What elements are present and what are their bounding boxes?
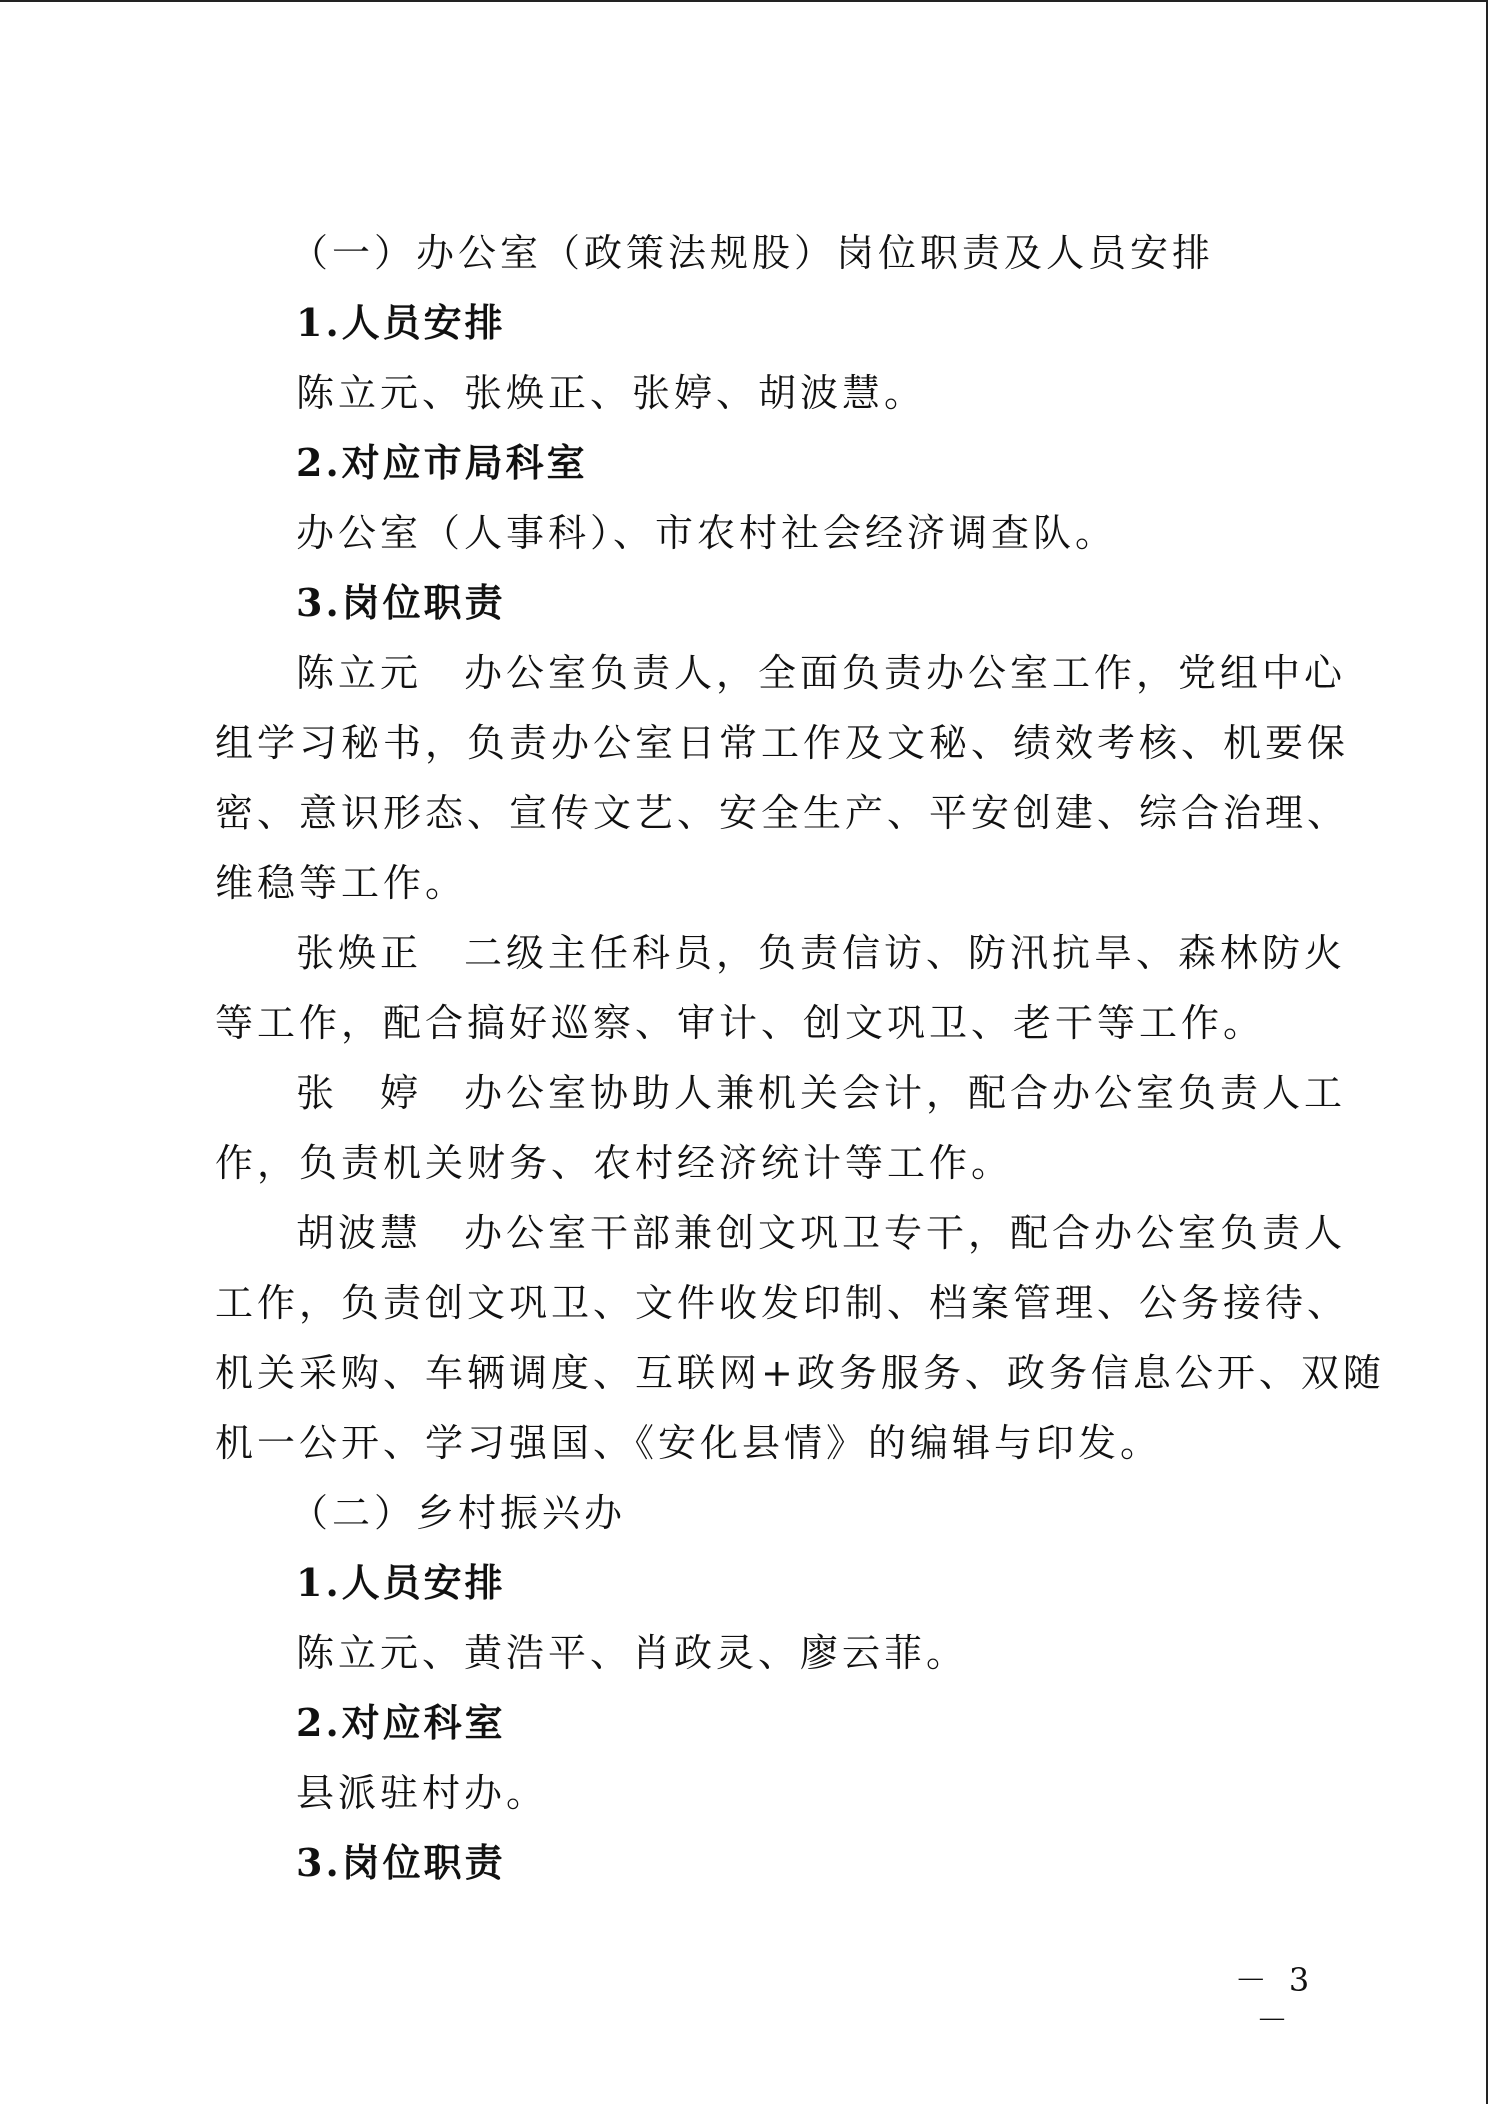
subheading-duties: 3.岗位职责 <box>296 580 506 625</box>
duty-paragraph-line: 陈立元 办公室负责人，全面负责办公室工作，党组中心 <box>296 651 1347 695</box>
subheading-staff-arrangement: 1.人员安排 <box>296 300 506 345</box>
duty-paragraph-line: 机关采购、车辆调度、互联网+政务服务、政务信息公开、双随 <box>215 1351 1385 1395</box>
staff-list: 陈立元、张焕正、张婷、胡波慧。 <box>296 371 927 415</box>
subheading-corresponding-dept: 2.对应科室 <box>296 1700 506 1745</box>
duty-paragraph-line: 工作，负责创文巩卫、文件收发印制、档案管理、公务接待、 <box>215 1281 1350 1325</box>
duty-paragraph-line: 维稳等工作。 <box>215 861 468 905</box>
duty-paragraph-line: 张 婷 办公室协助人兼机关会计，配合办公室负责人工 <box>296 1071 1347 1115</box>
section-heading-office: （一）办公室（政策法规股）岗位职责及人员安排 <box>290 231 1215 275</box>
duty-paragraph-line: 等工作，配合搞好巡察、审计、创文巩卫、老干等工作。 <box>215 1001 1266 1045</box>
duty-paragraph-line: 密、意识形态、宣传文艺、安全生产、平安创建、综合治理、 <box>215 791 1350 835</box>
staff-list: 陈立元、黄浩平、肖政灵、廖云菲。 <box>296 1631 969 1675</box>
section-heading-rural-revitalization: （二）乡村振兴办 <box>290 1491 627 1535</box>
subheading-duties: 3.岗位职责 <box>296 1840 506 1885</box>
subheading-staff-arrangement: 1.人员安排 <box>296 1560 506 1605</box>
page-top-border <box>0 0 1488 2</box>
duty-paragraph-line: 作，负责机关财务、农村经济统计等工作。 <box>215 1141 1014 1185</box>
duty-paragraph-line: 胡波慧 办公室干部兼创文巩卫专干，配合办公室负责人 <box>296 1211 1347 1255</box>
subheading-corresponding-dept: 2.对应市局科室 <box>296 440 588 485</box>
duty-paragraph-line: 机一公开、学习强国、《安化县情》的编辑与印发。 <box>215 1421 1163 1465</box>
corresponding-dept-text: 办公室（人事科）、市农村社会经济调查队。 <box>296 511 1118 555</box>
duty-paragraph-line: 张焕正 二级主任科员，负责信访、防汛抗旱、森林防火 <box>296 931 1347 975</box>
duty-paragraph-line: 组学习秘书，负责办公室日常工作及文秘、绩效考核、机要保 <box>215 721 1350 765</box>
page-number: － 3 － <box>1234 1961 1316 2039</box>
corresponding-dept-text: 县派驻村办。 <box>296 1771 549 1815</box>
